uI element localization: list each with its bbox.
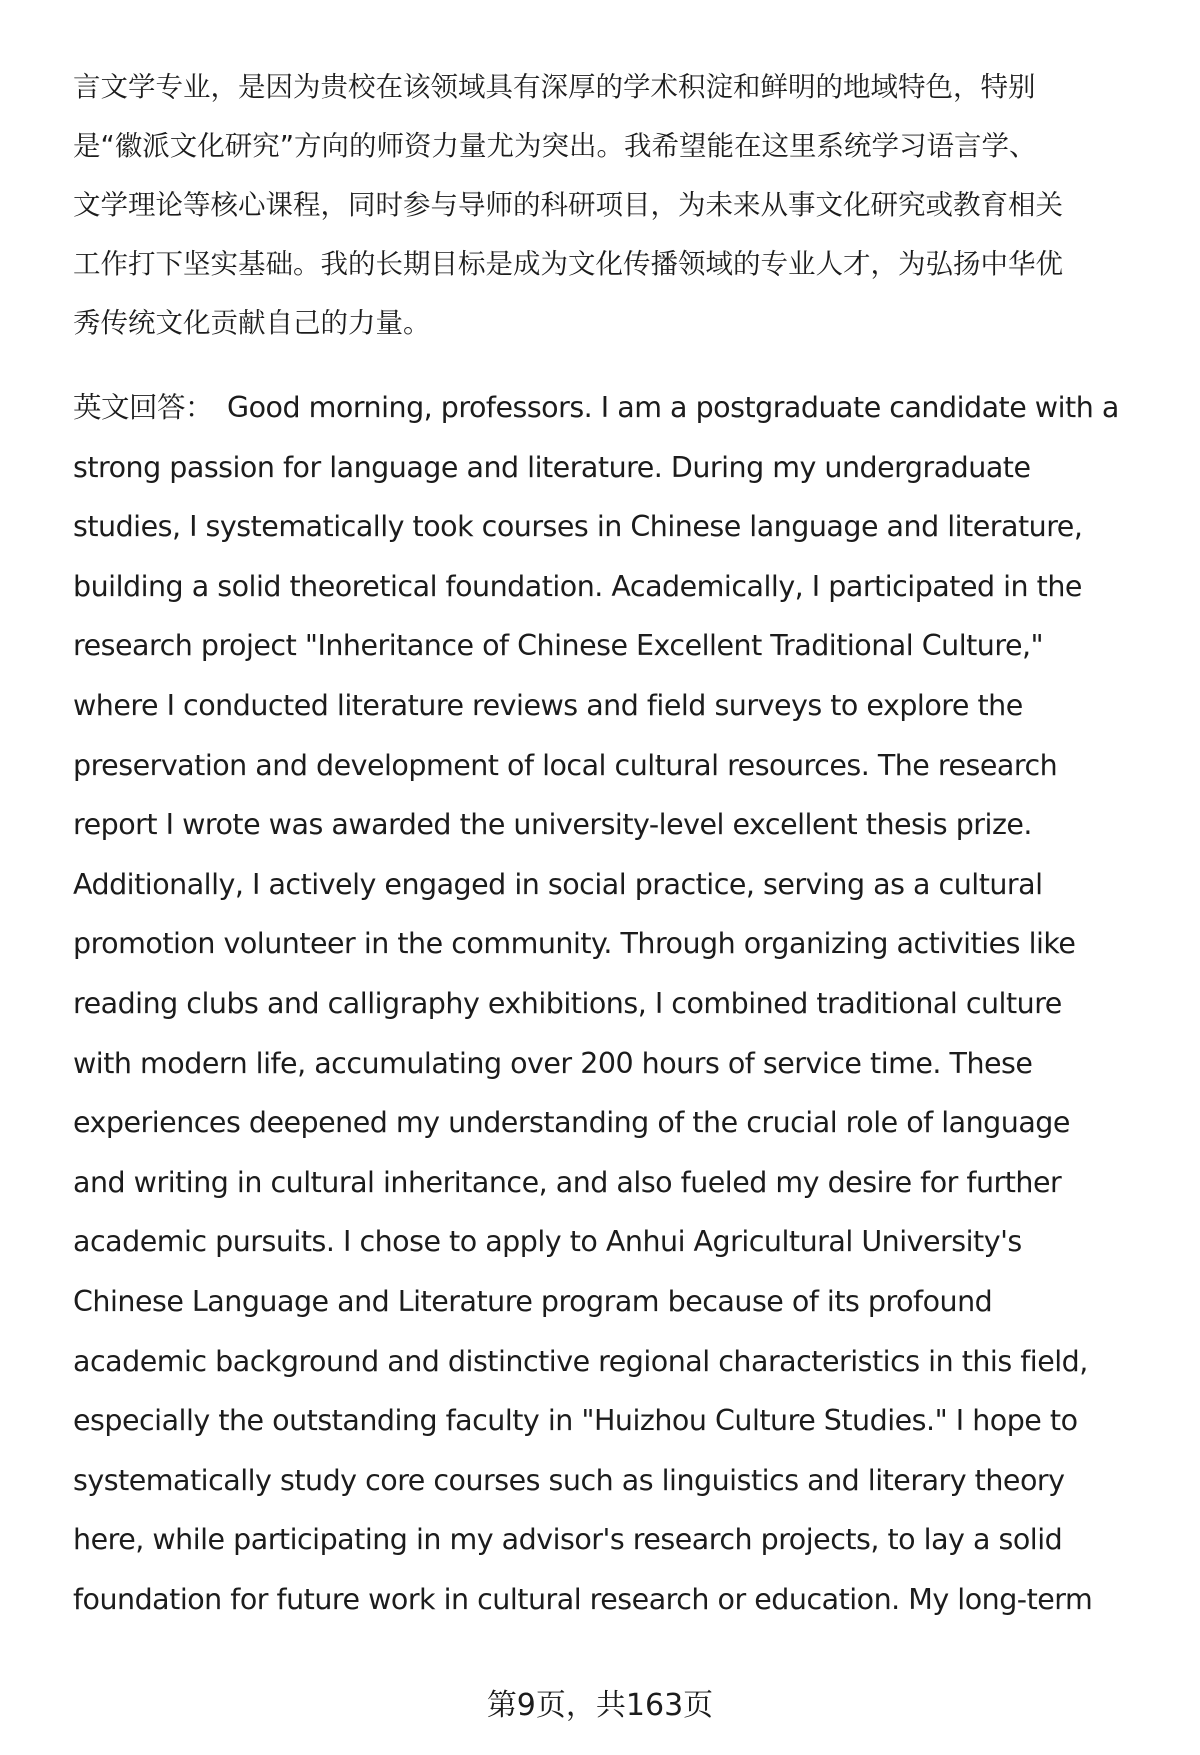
paragraph-line: Chinese Language and Literature program because of its profound bbox=[73, 1284, 993, 1318]
paragraph-line: academic pursuits. I chose to apply to Anhui Agricultural University's bbox=[73, 1225, 1022, 1259]
paragraph-line: Additionally, I actively engaged in social practice, serving as a cultural bbox=[73, 867, 1043, 901]
paragraph-line: with modern life, accumulating over 200 hours of service time. These bbox=[73, 1046, 1033, 1080]
paragraph-line: systematically study core courses such as linguistics and literary theory bbox=[73, 1463, 1065, 1497]
paragraph-line: promotion volunteer in the community. Through organizing activities like bbox=[73, 927, 1076, 961]
english-answer-paragraph bbox=[73, 378, 1163, 1629]
paragraph-line: 文学理论等核心课程，同时参与导师的科研项目，为未来从事文化研究或教育相关 bbox=[73, 189, 1063, 221]
paragraph-line: 言文学专业，是因为贵校在该领域具有深厚的学术积淀和鲜明的地域特色，特别 bbox=[73, 71, 1036, 103]
paragraph-line: research project "Inheritance of Chinese Excellent Traditional Culture," bbox=[73, 629, 1044, 663]
paragraph-line: preservation and development of local cultural resources. The research bbox=[73, 748, 1058, 782]
page-number-footer: 第9页，共163页 bbox=[486, 1688, 714, 1723]
paragraph-line: reading clubs and calligraphy exhibitions, I combined traditional culture bbox=[73, 986, 1062, 1020]
paragraph-line: 工作打下坚实基础。我的长期目标是成为文化传播领域的专业人才，为弘扬中华优 bbox=[73, 248, 1063, 280]
paragraph-line: especially the outstanding faculty in "Huizhou Culture Studies." I hope to bbox=[73, 1404, 1078, 1438]
paragraph-line: and writing in cultural inheritance, and also fueled my desire for further bbox=[73, 1165, 1062, 1199]
english-answer-first-line: Good morning, professors. I am a postgraduate candidate with a bbox=[227, 391, 1119, 424]
paragraph-line: 是“徽派文化研究”方向的师资力量尤为突出。我希望能在这里系统学习语言学、 bbox=[73, 130, 1037, 162]
paragraph-line: report I wrote was awarded the university-level excellent thesis prize. bbox=[73, 808, 1032, 842]
paragraph-line: academic background and distinctive regional characteristics in this field, bbox=[73, 1344, 1088, 1378]
paragraph-line: where I conducted literature reviews and field surveys to explore the bbox=[73, 688, 1023, 722]
paragraph-line: here, while participating in my advisor's research projects, to lay a solid bbox=[73, 1523, 1063, 1557]
english-answer-label: 英文回答： bbox=[73, 391, 214, 424]
paragraph-line: strong passion for language and literature. During my undergraduate bbox=[73, 450, 1031, 484]
paragraph-line: studies, I systematically took courses in Chinese language and literature, bbox=[73, 510, 1083, 544]
document-body bbox=[73, 58, 1163, 1629]
paragraph-line: 秀传统文化贡献自己的力量。 bbox=[73, 307, 431, 339]
paragraph-line: experiences deepened my understanding of the crucial role of language bbox=[73, 1106, 1070, 1140]
paragraph-line bbox=[73, 378, 1163, 438]
paragraph-line: building a solid theoretical foundation. Academically, I participated in the bbox=[73, 569, 1082, 603]
chinese-answer-paragraph bbox=[73, 58, 1163, 353]
paragraph-line: foundation for future work in cultural research or education. My long-term bbox=[73, 1582, 1093, 1616]
